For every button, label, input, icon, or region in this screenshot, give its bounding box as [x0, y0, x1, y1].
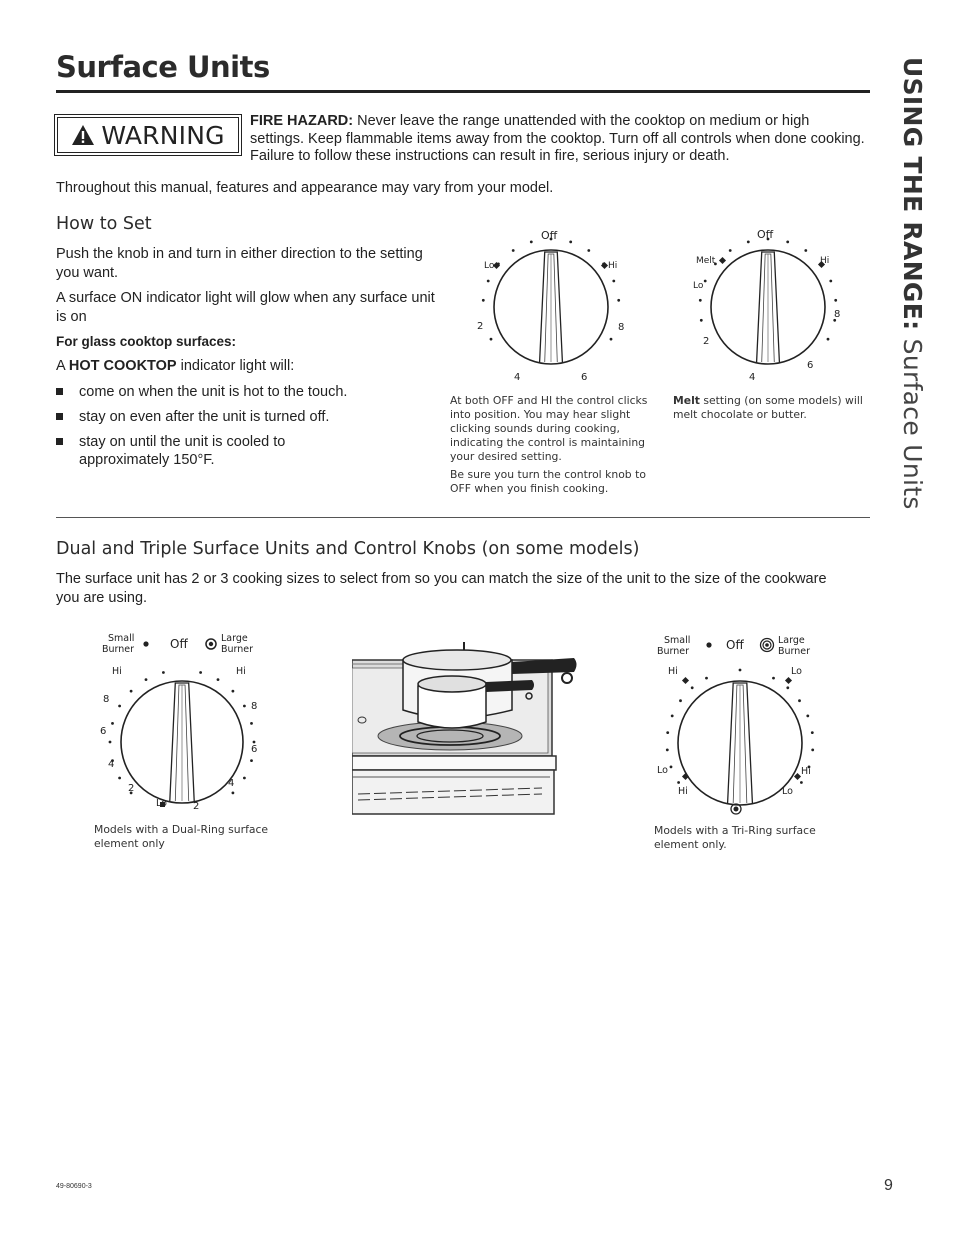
label-off: Off — [541, 229, 558, 242]
label-4: 4 — [514, 372, 521, 383]
bullet-text: stay on until the unit is cooled to approximately 150°F. — [79, 434, 286, 468]
glass-heading: For glass cooktop surfaces: — [56, 334, 237, 349]
label-hi-bottom-left: Hi — [678, 786, 688, 797]
label-lo-top-right: Lo — [791, 666, 802, 677]
knob-dial — [711, 250, 825, 364]
standard-knob-diagram — [470, 222, 640, 387]
melt-knob-diagram — [686, 222, 856, 387]
hot-prefix: A — [56, 358, 69, 374]
label-8-right: 8 — [251, 701, 258, 712]
bullet-square-icon — [56, 413, 63, 420]
bullet-square-icon — [56, 388, 63, 395]
knob1-caption2: Be sure you turn the control knob to OFF when you finish cooking. — [450, 468, 646, 495]
warning-triangle-icon — [71, 124, 95, 146]
how-to-set-p2: A surface ON indicator light will glow when any surface unit is on — [56, 290, 435, 325]
label-melt: Melt — [696, 256, 716, 266]
hot-suffix: indicator light will: — [176, 358, 295, 374]
label-off: Off — [170, 637, 188, 651]
bullet-text: stay on even after the unit is turned off. — [79, 409, 330, 425]
label-2: 2 — [703, 336, 710, 347]
label-burner-large: Burner — [778, 646, 811, 657]
how-to-set-heading: How to Set — [56, 214, 152, 234]
label-2-left: 2 — [128, 783, 135, 794]
tri-ring-knob-diagram — [650, 628, 840, 818]
label-burner-small: Burner — [102, 644, 135, 655]
caption-rest: setting (on some models) will melt chocolate or butter. — [673, 394, 863, 421]
label-hi-right: Hi — [236, 666, 246, 677]
how-to-set-p1: Push the knob in and turn in either direction to the setting you want. — [56, 246, 423, 281]
label-4: 4 — [749, 372, 756, 383]
warning-lead: FIRE HAZARD: — [250, 113, 354, 129]
knob1-caption1: At both OFF and HI the control clicks into position. You may hear slight clicking sounds during cooking, indicating the control is maintaining your desired setting. — [450, 394, 648, 463]
warning-body: Never leave the range unattended with the cooktop on medium or high settings. Keep flammable items away from the cooktop. Turn off all controls when done cooking. Failure to follow these instructions can result in fire, serious injury or death. — [250, 113, 865, 164]
side-tab-light: Surface Units — [898, 330, 927, 510]
label-large: Large — [221, 633, 248, 644]
label-burner-small: Burner — [657, 646, 690, 657]
knob-dial — [121, 681, 243, 803]
label-lo: Lo — [156, 798, 167, 809]
label-2-right: 2 — [193, 801, 200, 812]
label-6: 6 — [581, 372, 588, 383]
label-2: 2 — [477, 321, 484, 332]
document-number: 49-80690-3 — [56, 1183, 92, 1190]
knob2-caption — [673, 394, 863, 422]
label-8: 8 — [834, 309, 841, 320]
list-item — [56, 433, 346, 469]
pot-on-cooktop-illustration — [352, 638, 578, 816]
label-lo: Lo — [484, 261, 495, 271]
warning-box — [57, 117, 239, 153]
knob4-caption: Models with a Tri-Ring surface element only. — [654, 824, 816, 851]
label-hi: Hi — [820, 256, 830, 266]
label-6-right: 6 — [251, 744, 258, 755]
list-item — [56, 408, 436, 426]
knob3-caption: Models with a Dual-Ring surface element only — [94, 823, 269, 850]
label-hi: Hi — [608, 261, 618, 271]
label-8: 8 — [618, 322, 625, 333]
section-side-tab — [893, 57, 927, 510]
label-lo-bottom-right: Lo — [782, 786, 793, 797]
label-large: Large — [778, 635, 805, 646]
dual-text: The surface unit has 2 or 3 cooking sizes to select from so you can match the size of the unit to the size of the cookware you are using. — [56, 571, 827, 606]
label-off: Off — [726, 638, 744, 652]
label-lo-mid-left: Lo — [657, 765, 668, 776]
hot-bold: HOT COOKTOP — [68, 358, 177, 374]
page-number: 9 — [884, 1177, 893, 1194]
bullet-square-icon — [56, 438, 63, 445]
list-item — [56, 383, 436, 401]
label-burner-large: Burner — [221, 644, 254, 655]
side-tab-bold: USING THE RANGE: — [898, 57, 927, 331]
title-rule — [56, 90, 870, 93]
hot-cooktop-line — [56, 357, 294, 376]
label-8-left: 8 — [103, 694, 110, 705]
caption-bold: Melt — [673, 394, 700, 407]
dual-ring-knob-diagram — [90, 628, 280, 818]
label-6: 6 — [807, 360, 814, 371]
label-4-right: 4 — [228, 778, 235, 789]
section-divider — [56, 517, 870, 518]
label-hi-mid-right: Hi — [801, 766, 811, 777]
label-small: Small — [108, 633, 135, 644]
dual-heading: Dual and Triple Surface Units and Control Knobs (on some models) — [56, 539, 640, 559]
label-hi-top-left: Hi — [668, 666, 678, 677]
bullet-text: come on when the unit is hot to the touch. — [79, 384, 348, 400]
warning-text — [250, 113, 866, 166]
label-hi-left: Hi — [112, 666, 122, 677]
label-6-left: 6 — [100, 726, 107, 737]
label-small: Small — [664, 635, 691, 646]
page-title: Surface Units — [56, 50, 270, 84]
warning-label: WARNING — [101, 120, 225, 150]
label-off: Off — [757, 228, 774, 241]
knob-dial — [494, 250, 608, 364]
label-lo: Lo — [693, 281, 704, 291]
intro-text: Throughout this manual, features and appearance may vary from your model. — [56, 180, 554, 196]
label-4-left: 4 — [108, 759, 115, 770]
